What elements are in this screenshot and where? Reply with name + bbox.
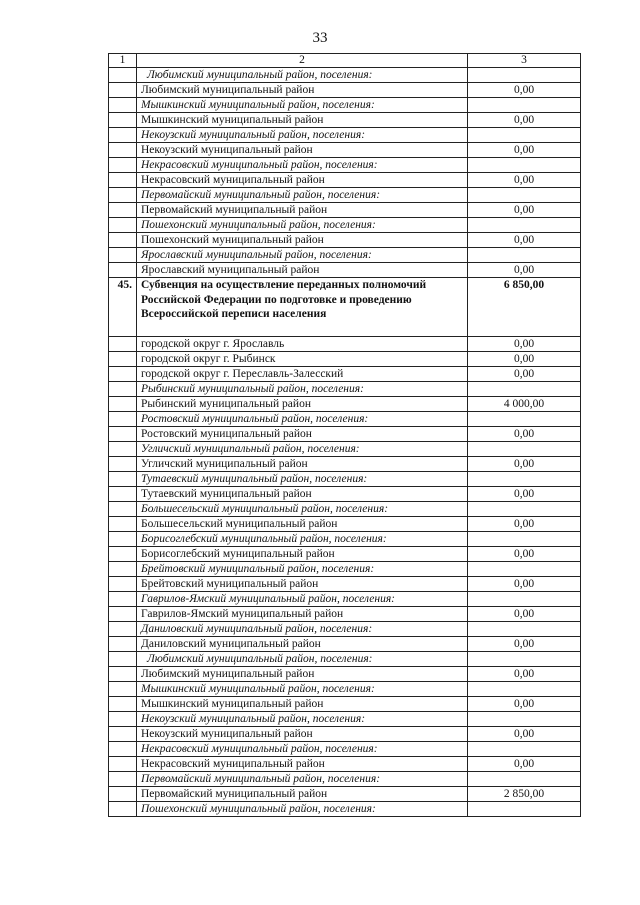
row-name: Любимский муниципальный район <box>137 83 468 98</box>
row-name: Борисоглебский муниципальный район <box>137 547 468 562</box>
row-name: Мышкинский муниципальный район <box>137 113 468 128</box>
section-caption-row <box>109 742 581 757</box>
row-value <box>468 472 581 487</box>
row-value: 0,00 <box>468 577 581 592</box>
section-caption-row <box>109 188 581 203</box>
row-number <box>109 637 137 652</box>
row-value <box>468 712 581 727</box>
row-number <box>109 98 137 113</box>
row-name: Некоузский муниципальный район, поселения: <box>137 128 468 143</box>
row-value: 0,00 <box>468 637 581 652</box>
row-number <box>109 113 137 128</box>
table-header-row <box>109 54 581 68</box>
row-name: Ростовский муниципальный район <box>137 427 468 442</box>
row-name: Первомайский муниципальный район, поселения: <box>137 772 468 787</box>
row-number <box>109 143 137 158</box>
table-row <box>109 173 581 188</box>
row-value <box>468 382 581 397</box>
table-row <box>109 337 581 352</box>
section-caption-row <box>109 158 581 173</box>
section-caption-row <box>109 682 581 697</box>
row-name: Первомайский муниципальный район, поселения: <box>137 188 468 203</box>
section-caption-row <box>109 532 581 547</box>
row-number <box>109 622 137 637</box>
row-value: 0,00 <box>468 607 581 622</box>
row-number <box>109 397 137 412</box>
row-number <box>109 457 137 472</box>
table-row <box>109 757 581 772</box>
row-name: Большесельский муниципальный район, поселения: <box>137 502 468 517</box>
row-number <box>109 487 137 502</box>
section-caption-row <box>109 442 581 457</box>
row-name: Пошехонский муниципальный район, поселения: <box>137 802 468 817</box>
table-row <box>109 83 581 98</box>
row-name: Субвенция на осуществление переданных полномочий Российской Федерации по подготовке и проведению Всероссийской переписи населения <box>137 278 468 337</box>
row-number <box>109 233 137 248</box>
row-value <box>468 802 581 817</box>
table-row <box>109 487 581 502</box>
row-number <box>109 128 137 143</box>
row-name: Угличский муниципальный район, поселения: <box>137 442 468 457</box>
row-name: городской округ г. Ярославль <box>137 337 468 352</box>
section-caption-row <box>109 128 581 143</box>
section-caption-row <box>109 382 581 397</box>
row-name: Первомайский муниципальный район <box>137 203 468 218</box>
row-value: 0,00 <box>468 83 581 98</box>
row-number <box>109 352 137 367</box>
table-row <box>109 787 581 802</box>
row-name: Большесельский муниципальный район <box>137 517 468 532</box>
row-number <box>109 502 137 517</box>
row-value <box>468 622 581 637</box>
row-number <box>109 547 137 562</box>
row-number <box>109 382 137 397</box>
row-name: Ярославский муниципальный район <box>137 263 468 278</box>
budget-table-body <box>109 54 581 817</box>
section-caption-row <box>109 592 581 607</box>
row-name: городской округ г. Рыбинск <box>137 352 468 367</box>
row-number <box>109 802 137 817</box>
section-caption-row <box>109 68 581 83</box>
row-value: 0,00 <box>468 457 581 472</box>
section-caption-row <box>109 412 581 427</box>
row-name: Тутаевский муниципальный район <box>137 487 468 502</box>
row-value <box>468 442 581 457</box>
row-name: Брейтовский муниципальный район, поселения: <box>137 562 468 577</box>
row-name: Любимский муниципальный район <box>137 667 468 682</box>
row-number <box>109 442 137 457</box>
section-caption-row <box>109 502 581 517</box>
row-value <box>468 68 581 83</box>
section-title-row <box>109 278 581 337</box>
row-name: Пошехонский муниципальный район <box>137 233 468 248</box>
row-value <box>468 532 581 547</box>
row-name: Пошехонский муниципальный район, поселения: <box>137 218 468 233</box>
row-number <box>109 532 137 547</box>
row-number <box>109 188 137 203</box>
row-value: 0,00 <box>468 233 581 248</box>
section-caption-row <box>109 652 581 667</box>
row-value: 0,00 <box>468 203 581 218</box>
table-row <box>109 607 581 622</box>
row-name: Рыбинский муниципальный район, поселения: <box>137 382 468 397</box>
header-col-1: 1 <box>109 54 137 68</box>
section-caption-row <box>109 218 581 233</box>
table-row <box>109 667 581 682</box>
section-caption-row <box>109 472 581 487</box>
row-number <box>109 772 137 787</box>
row-name: Некрасовский муниципальный район <box>137 757 468 772</box>
row-name: Даниловский муниципальный район, поселения: <box>137 622 468 637</box>
row-number <box>109 337 137 352</box>
row-name: Некрасовский муниципальный район, поселения: <box>137 158 468 173</box>
row-name: Любимский муниципальный район, поселения: <box>137 652 468 667</box>
row-value <box>468 158 581 173</box>
table-row <box>109 263 581 278</box>
table-row <box>109 113 581 128</box>
row-number <box>109 652 137 667</box>
row-number <box>109 757 137 772</box>
table-row <box>109 637 581 652</box>
section-caption-row <box>109 248 581 263</box>
row-number <box>109 697 137 712</box>
row-number <box>109 173 137 188</box>
row-value: 0,00 <box>468 113 581 128</box>
header-col-3: 3 <box>468 54 581 68</box>
row-name: Некоузский муниципальный район <box>137 143 468 158</box>
row-value: 0,00 <box>468 427 581 442</box>
row-name: Мышкинский муниципальный район <box>137 697 468 712</box>
row-number <box>109 682 137 697</box>
row-value <box>468 248 581 263</box>
row-name: Гаврилов-Ямский муниципальный район <box>137 607 468 622</box>
row-number <box>109 712 137 727</box>
budget-table <box>108 53 581 817</box>
table-row <box>109 203 581 218</box>
row-name: Рыбинский муниципальный район <box>137 397 468 412</box>
row-value: 0,00 <box>468 173 581 188</box>
table-row <box>109 517 581 532</box>
table-row <box>109 727 581 742</box>
row-number <box>109 248 137 263</box>
table-row <box>109 577 581 592</box>
row-value <box>468 592 581 607</box>
section-caption-row <box>109 98 581 113</box>
row-value: 0,00 <box>468 143 581 158</box>
section-caption-row <box>109 622 581 637</box>
row-number <box>109 562 137 577</box>
row-value: 0,00 <box>468 367 581 382</box>
row-value <box>468 742 581 757</box>
row-number: 45. <box>109 278 137 337</box>
row-number <box>109 787 137 802</box>
row-value: 0,00 <box>468 697 581 712</box>
row-number <box>109 577 137 592</box>
row-value: 0,00 <box>468 263 581 278</box>
row-number <box>109 203 137 218</box>
table-row <box>109 547 581 562</box>
row-value <box>468 98 581 113</box>
row-name: Брейтовский муниципальный район <box>137 577 468 592</box>
row-name: Тутаевский муниципальный район, поселения: <box>137 472 468 487</box>
table-row <box>109 352 581 367</box>
row-number <box>109 607 137 622</box>
row-value: 0,00 <box>468 517 581 532</box>
row-value: 0,00 <box>468 352 581 367</box>
row-number <box>109 218 137 233</box>
row-value: 6 850,00 <box>468 278 581 337</box>
row-number <box>109 727 137 742</box>
row-value: 0,00 <box>468 337 581 352</box>
row-value: 0,00 <box>468 727 581 742</box>
header-col-2: 2 <box>137 54 468 68</box>
row-number <box>109 742 137 757</box>
table-row <box>109 233 581 248</box>
table-row <box>109 143 581 158</box>
row-name: Мышкинский муниципальный район, поселения: <box>137 98 468 113</box>
row-number <box>109 517 137 532</box>
row-number <box>109 592 137 607</box>
row-value <box>468 562 581 577</box>
row-number <box>109 158 137 173</box>
row-name: Угличский муниципальный район <box>137 457 468 472</box>
row-name: Ярославский муниципальный район, поселения: <box>137 248 468 263</box>
row-value: 2 850,00 <box>468 787 581 802</box>
row-number <box>109 472 137 487</box>
row-value <box>468 772 581 787</box>
table-row <box>109 697 581 712</box>
row-number <box>109 68 137 83</box>
table-row <box>109 397 581 412</box>
row-name: Некоузский муниципальный район, поселения: <box>137 712 468 727</box>
row-value: 0,00 <box>468 667 581 682</box>
row-name: Ростовский муниципальный район, поселения: <box>137 412 468 427</box>
table-row <box>109 427 581 442</box>
row-name: Любимский муниципальный район, поселения: <box>137 68 468 83</box>
row-name: Первомайский муниципальный район <box>137 787 468 802</box>
section-caption-row <box>109 562 581 577</box>
row-name: Мышкинский муниципальный район, поселения: <box>137 682 468 697</box>
row-value: 0,00 <box>468 757 581 772</box>
table-row <box>109 367 581 382</box>
page-number: 33 <box>312 30 328 46</box>
section-caption-row <box>109 772 581 787</box>
row-number <box>109 263 137 278</box>
row-number <box>109 427 137 442</box>
row-number <box>109 667 137 682</box>
row-value <box>468 128 581 143</box>
row-value <box>468 682 581 697</box>
row-name: Гаврилов-Ямский муниципальный район, поселения: <box>137 592 468 607</box>
row-value <box>468 652 581 667</box>
row-number <box>109 367 137 382</box>
row-name: Борисоглебский муниципальный район, поселения: <box>137 532 468 547</box>
row-value <box>468 188 581 203</box>
row-name: городской округ г. Переславль-Залесский <box>137 367 468 382</box>
table-row <box>109 457 581 472</box>
row-value: 0,00 <box>468 547 581 562</box>
row-name: Некрасовский муниципальный район <box>137 173 468 188</box>
row-name: Некрасовский муниципальный район, поселения: <box>137 742 468 757</box>
row-number <box>109 83 137 98</box>
row-value <box>468 502 581 517</box>
row-name: Некоузский муниципальный район <box>137 727 468 742</box>
row-number <box>109 412 137 427</box>
row-value: 4 000,00 <box>468 397 581 412</box>
row-value <box>468 412 581 427</box>
section-caption-row <box>109 712 581 727</box>
row-name: Даниловский муниципальный район <box>137 637 468 652</box>
row-value: 0,00 <box>468 487 581 502</box>
row-value <box>468 218 581 233</box>
section-caption-row <box>109 802 581 817</box>
